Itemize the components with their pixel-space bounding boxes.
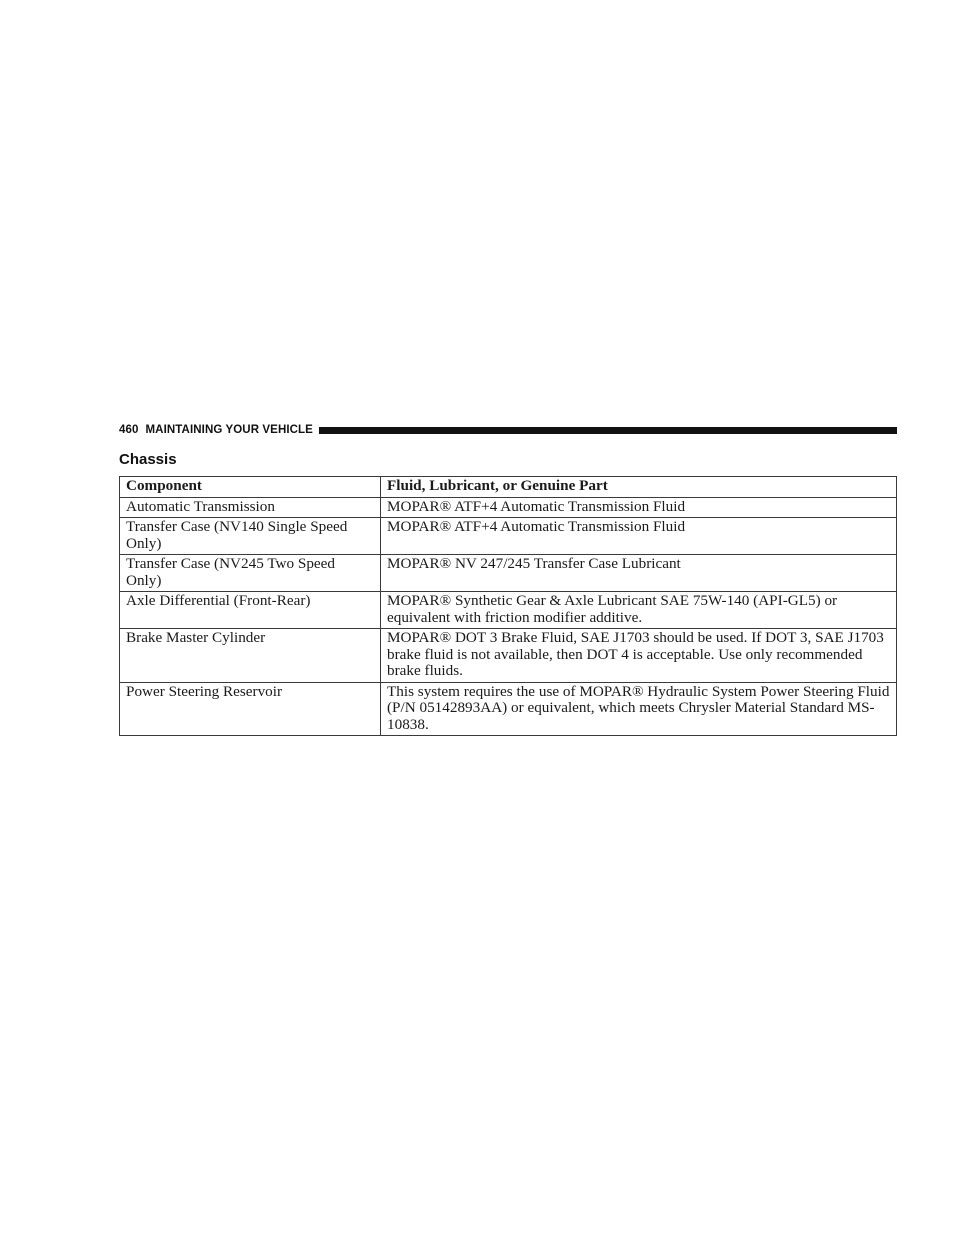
- fluid-cell: MOPAR® ATF+4 Automatic Transmission Fluid: [381, 497, 897, 518]
- component-cell: Transfer Case (NV140 Single Speed Only): [120, 518, 381, 555]
- component-cell: Automatic Transmission: [120, 497, 381, 518]
- table-row: [120, 555, 897, 592]
- header-rule: [319, 427, 897, 434]
- table-row: [120, 592, 897, 629]
- section-title: MAINTAINING YOUR VEHICLE: [145, 424, 313, 436]
- table-row: [120, 497, 897, 518]
- page-header: [119, 423, 897, 437]
- fluid-cell: MOPAR® ATF+4 Automatic Transmission Fluid: [381, 518, 897, 555]
- component-cell: Transfer Case (NV245 Two Speed Only): [120, 555, 381, 592]
- component-cell: Brake Master Cylinder: [120, 629, 381, 683]
- fluid-cell: MOPAR® NV 247/245 Transfer Case Lubricant: [381, 555, 897, 592]
- column-header-fluid: Fluid, Lubricant, or Genuine Part: [381, 477, 897, 498]
- chassis-lubricant-table: [119, 476, 897, 736]
- column-header-component: Component: [120, 477, 381, 498]
- fluid-cell: MOPAR® Synthetic Gear & Axle Lubricant SAE 75W-140 (API-GL5) or equivalent with friction modifier additive.: [381, 592, 897, 629]
- table-header-row: [120, 477, 897, 498]
- page-number: 460: [119, 424, 139, 436]
- fluid-cell: This system requires the use of MOPAR® Hydraulic System Power Steering Fluid (P/N 05142893AA) or equivalent, which meets Chrysler Material Standard MS-10838.: [381, 682, 897, 736]
- table-row: [120, 629, 897, 683]
- table-row: [120, 682, 897, 736]
- table-row: [120, 518, 897, 555]
- component-cell: Axle Differential (Front-Rear): [120, 592, 381, 629]
- fluid-cell: MOPAR® DOT 3 Brake Fluid, SAE J1703 should be used. If DOT 3, SAE J1703 brake fluid is not available, then DOT 4 is acceptable. Use only recommended brake fluids.: [381, 629, 897, 683]
- chassis-heading: Chassis: [119, 451, 177, 468]
- component-cell: Power Steering Reservoir: [120, 682, 381, 736]
